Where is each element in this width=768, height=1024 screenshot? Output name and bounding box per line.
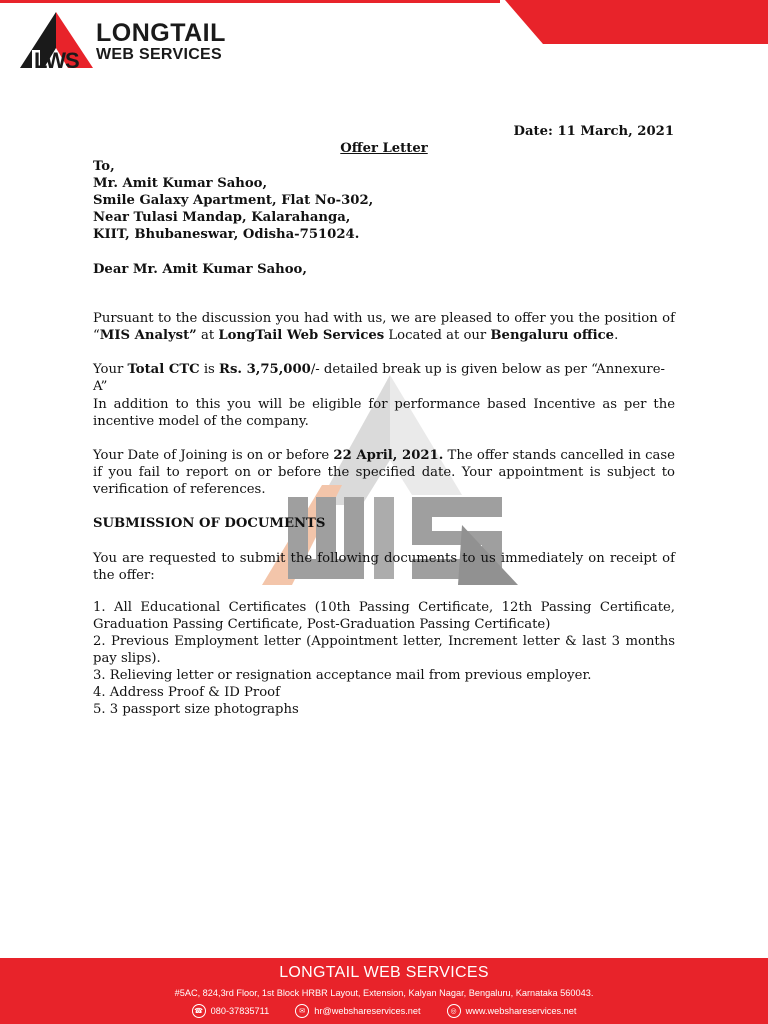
list-item: 5. 3 passport size photographs [93, 702, 299, 717]
ctc-paragraph [93, 361, 675, 395]
letter-title: Offer Letter [340, 141, 428, 156]
brand-line-1: LONGTAIL [96, 19, 226, 47]
address-line: Mr. Amit Kumar Sahoo, [93, 176, 268, 191]
list-item: 1. All Educational Certificates (10th Passing Certificate, 12th Passing Certificate, Graduation Passing Certificate, Post-Graduation Passing Certificate) [93, 600, 675, 632]
mail-icon: ✉ [295, 1004, 309, 1018]
p1-text: at [196, 328, 219, 343]
p2-text: Your [93, 362, 128, 377]
footer-contacts [0, 1004, 768, 1018]
phone-number: 080-37835711 [210, 1006, 270, 1016]
office-location: Bengaluru office [490, 328, 615, 343]
p4-text: Your Date of Joining is on or before [93, 448, 334, 463]
phone-icon: ☎ [192, 1004, 206, 1018]
joining-date: 22 April, 2021. [333, 448, 444, 463]
ctc-amount: Rs. 3,75,000 [219, 362, 311, 377]
company-name: LongTail Web Services [218, 328, 385, 343]
footer-company: LONGTAIL WEB SERVICES [279, 964, 489, 981]
address-line: KIIT, Bhubaneswar, Odisha-751024. [93, 227, 360, 242]
p1-text: Located at our [384, 328, 491, 343]
brand-name [96, 20, 226, 64]
ctc-label: Total CTC [127, 362, 200, 377]
recipient-address [93, 158, 675, 243]
documents-list [93, 599, 675, 718]
list-item: 4. Address Proof & ID Proof [93, 685, 280, 700]
p2-text: /- detailed break up is given below as per “Annexure-A” [93, 362, 665, 394]
footer [0, 958, 768, 1024]
documents-intro: You are requested to submit the following documents to us immediately on receipt of the offer: [93, 551, 675, 583]
letter-date: Date: 11 March, 2021 [513, 124, 674, 139]
salutation: Dear Mr. Amit Kumar Sahoo, [93, 262, 307, 277]
p4-text: The offer stands cancelled in case if you fail to report on or before the specified date. Your appointment is subject to verification of references. [93, 448, 675, 497]
p1-text: Pursuant to the discussion you had with us, we are pleased to offer you the position of “ [93, 311, 675, 343]
address-line: Smile Galaxy Apartment, Flat No-302, [93, 193, 374, 208]
address-line: To, [93, 159, 115, 174]
footer-website[interactable] [447, 1004, 577, 1018]
address-line: Near Tulasi Mandap, Kalarahanga, [93, 210, 351, 225]
section-title: SUBMISSION OF DOCUMENTS [93, 516, 326, 531]
offer-paragraph [93, 310, 675, 344]
joining-paragraph [93, 447, 675, 498]
website-link[interactable]: www.webshareservices.net [465, 1006, 577, 1016]
footer-email[interactable] [295, 1004, 420, 1018]
globe-icon: ◎ [447, 1004, 461, 1018]
email-address[interactable]: hr@webshareservices.net [314, 1006, 421, 1016]
logo-lettering: LWS [34, 48, 79, 73]
brand-line-2: WEB SERVICES [96, 46, 222, 63]
list-item: 3. Relieving letter or resignation acceptance mail from previous employer. [93, 668, 592, 683]
list-item: 2. Previous Employment letter (Appointment letter, Increment letter & last 3 months pay slips). [93, 634, 675, 666]
footer-phone [192, 1004, 270, 1018]
incentive-paragraph: In addition to this you will be eligible for performance based Incentive as per the incentive model of the company. [93, 397, 675, 429]
footer-address: #5AC, 824,3rd Floor, 1st Block HRBR Layout, Extension, Kalyan Nagar, Bengaluru, Karnataka 560043. [174, 988, 594, 998]
position-name: MIS Analyst” [99, 328, 197, 343]
company-logo [18, 10, 98, 74]
p2-text: is [199, 362, 220, 377]
p1-text: . [614, 328, 619, 343]
